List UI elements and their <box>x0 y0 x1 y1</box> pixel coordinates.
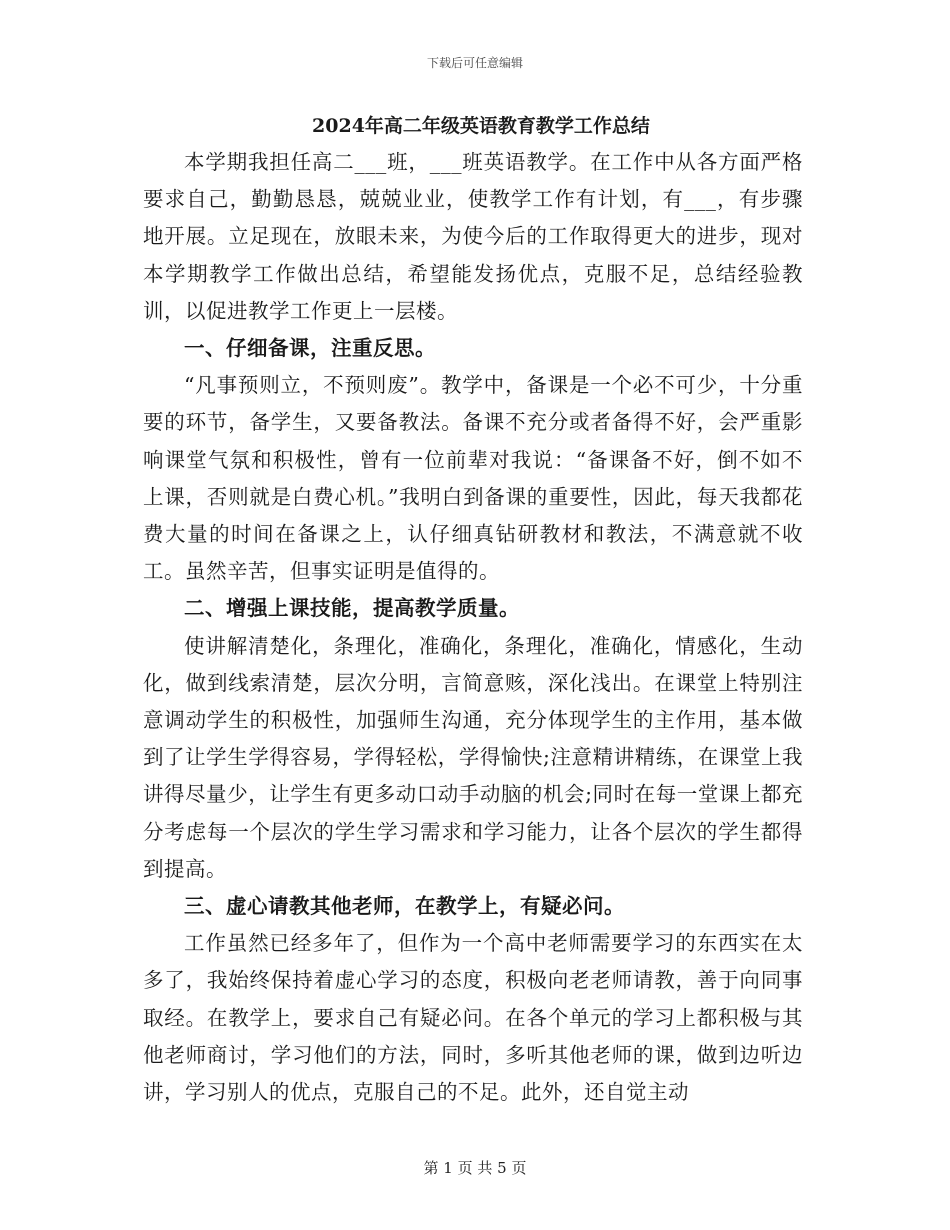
section-3-heading: 三、虚心请教其他老师，在教学上，有疑必问。 <box>184 894 625 919</box>
section-2-body: 使讲解清楚化，条理化，准确化，条理化，准确化，情感化，生动化，做到线索清楚，层次分明，言简意赅，深化浅出。在课堂上特别注意调动学生的积极性，加强师生沟通，充分体现学生的主作用，基本做到了让学生学得容易，学得轻松，学得愉快;注意精讲精练，在课堂上我讲得尽量少，让学生有更多动口动手动脑的机会;同时在每一堂课上都充分考虑每一个层次的学生学习需求和学习能力，让各个层次的学生都得到提高。 <box>143 633 803 881</box>
document-title: 2024年高二年级英语教育教学工作总结 <box>312 115 650 137</box>
section-2-heading: 二、增强上课技能，提高教学质量。 <box>184 596 520 621</box>
section-1-body: “凡事预则立，不预则废”。教学中，备课是一个必不可少，十分重要的环节，备学生，又要备教法。备课不充分或者备得不好，会严重影响课堂气氛和积极性，曾有一位前辈对我说：“备课备不好，倒不如不上课，否则就是白费心机。”我明白到备课的重要性，因此，每天我都花费大量的时间在备课之上，认仔细真钻研教材和教法，不满意就不收工。虽然辛苦，但事实证明是值得的。 <box>143 373 803 584</box>
section-3-body: 工作虽然已经多年了，但作为一个高中老师需要学习的东西实在太多了，我始终保持着虚心学习的态度，积极向老老师请教，善于向同事取经。在教学上，要求自己有疑必问。在各个单元的学习上都积极与其他老师商讨，学习他们的方法，同时，多听其他老师的课，做到边听边讲，学习别人的优点，克服自己的不足。此外，还自觉主动 <box>143 931 803 1105</box>
section-1-heading: 一、仔细备课，注重反思。 <box>184 336 436 361</box>
page-number-footer: 第 1 页 共 5 页 <box>423 1159 527 1177</box>
page-header: 下载后可任意编辑 <box>426 56 523 70</box>
document-body <box>143 110 803 1111</box>
intro-paragraph: 本学期我担任高二___班，___班英语教学。在工作中从各方面严格要求自己，勤勤恳恳，兢兢业业，使教学工作有计划，有___，有步骤地开展。立足现在，放眼未来，为使今后的工作取得更大的进步，现对本学期教学工作做出总结，希望能发扬优点，克服不足，总结经验教训，以促进教学工作更上一层楼。 <box>143 150 803 323</box>
